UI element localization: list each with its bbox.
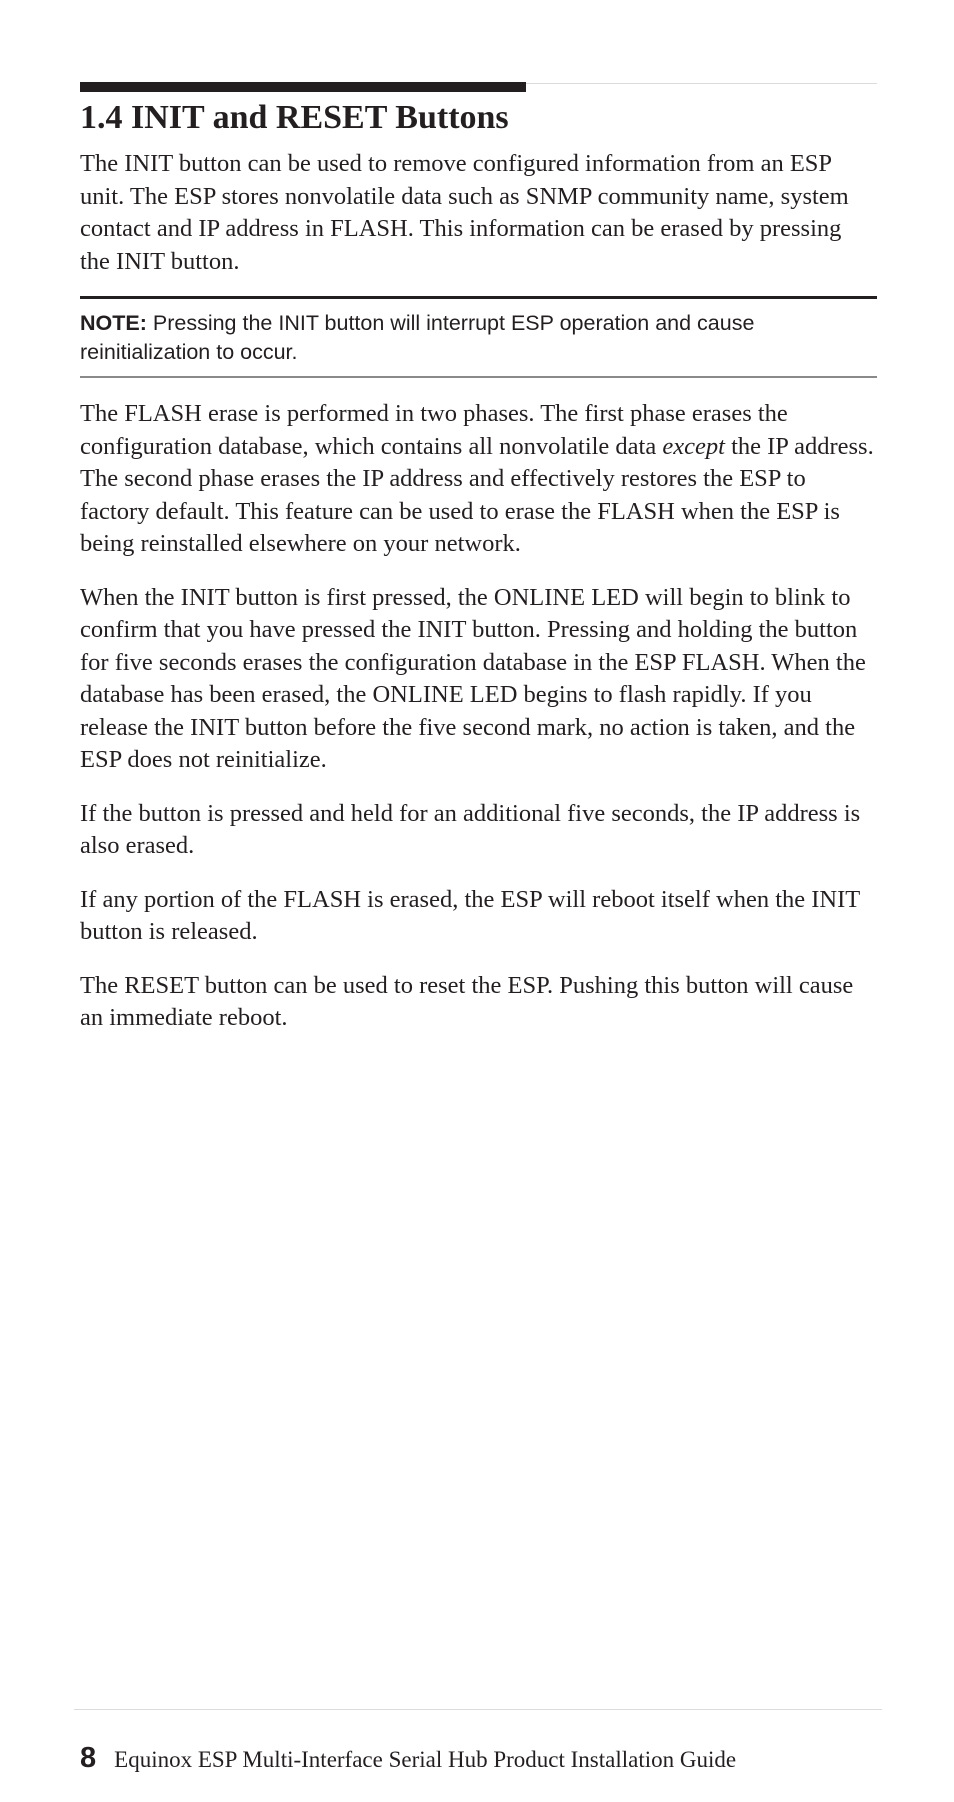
page-content xyxy=(80,82,877,1056)
note-text: Pressing the INIT button will interrupt ESP operation and cause reinitialization to occur. xyxy=(80,311,755,364)
paragraph-intro: The INIT button can be used to remove configured information from an ESP unit. The ESP stores nonvolatile data such as SNMP community name, system contact and IP address in FLASH. This information can be erased by pressing the INIT button. xyxy=(80,150,849,275)
page-footer xyxy=(80,1742,736,1775)
note-paragraph xyxy=(80,309,877,367)
section-top-rule xyxy=(80,82,877,92)
footer-rule xyxy=(74,1709,882,1710)
footer-title: Equinox ESP Multi-Interface Serial Hub Product Installation Guide xyxy=(114,1747,737,1772)
paragraph-flash-erase xyxy=(80,398,877,561)
paragraph-init-press: When the INIT button is first pressed, the ONLINE LED will begin to blink to confirm that you have pressed the INIT button. Pressing and holding the button for five seconds erases the configuration database in the ESP FLASH. When the database has been erased, the ONLINE LED begins to flash rapidly. If you release the INIT button before the five second mark, no action is taken, and the ESP does not reinitialize. xyxy=(80,583,866,773)
paragraph-held-longer: If the button is pressed and held for an additional five seconds, the IP address is also erased. xyxy=(80,799,861,859)
section-title: 1.4 INIT and RESET Buttons xyxy=(80,99,509,136)
note-box xyxy=(80,296,877,378)
paragraph-flash-erase-part1: The FLASH erase is performed in two phases. The first phase erases the configuration database, which contains all nonvolatile data xyxy=(80,400,788,460)
note-label: NOTE: xyxy=(80,311,147,335)
paragraph-flash-erase-emphasis: except xyxy=(662,432,725,460)
paragraph-flash-erase-part2: the IP address. The second phase erases the IP address and effectively restores the ESP to factory default. This feature can be used to erase the FLASH when the ESP is being reinstalled elsewhere on your network. xyxy=(80,432,874,557)
page-number: 8 xyxy=(80,1742,97,1774)
paragraph-reset: The RESET button can be used to reset the ESP. Pushing this button will cause an immediate reboot. xyxy=(80,971,854,1031)
paragraph-reboot: If any portion of the FLASH is erased, the ESP will reboot itself when the INIT button is released. xyxy=(80,885,860,945)
section-rule-thick xyxy=(80,82,526,92)
section-rule-thin xyxy=(526,83,877,84)
